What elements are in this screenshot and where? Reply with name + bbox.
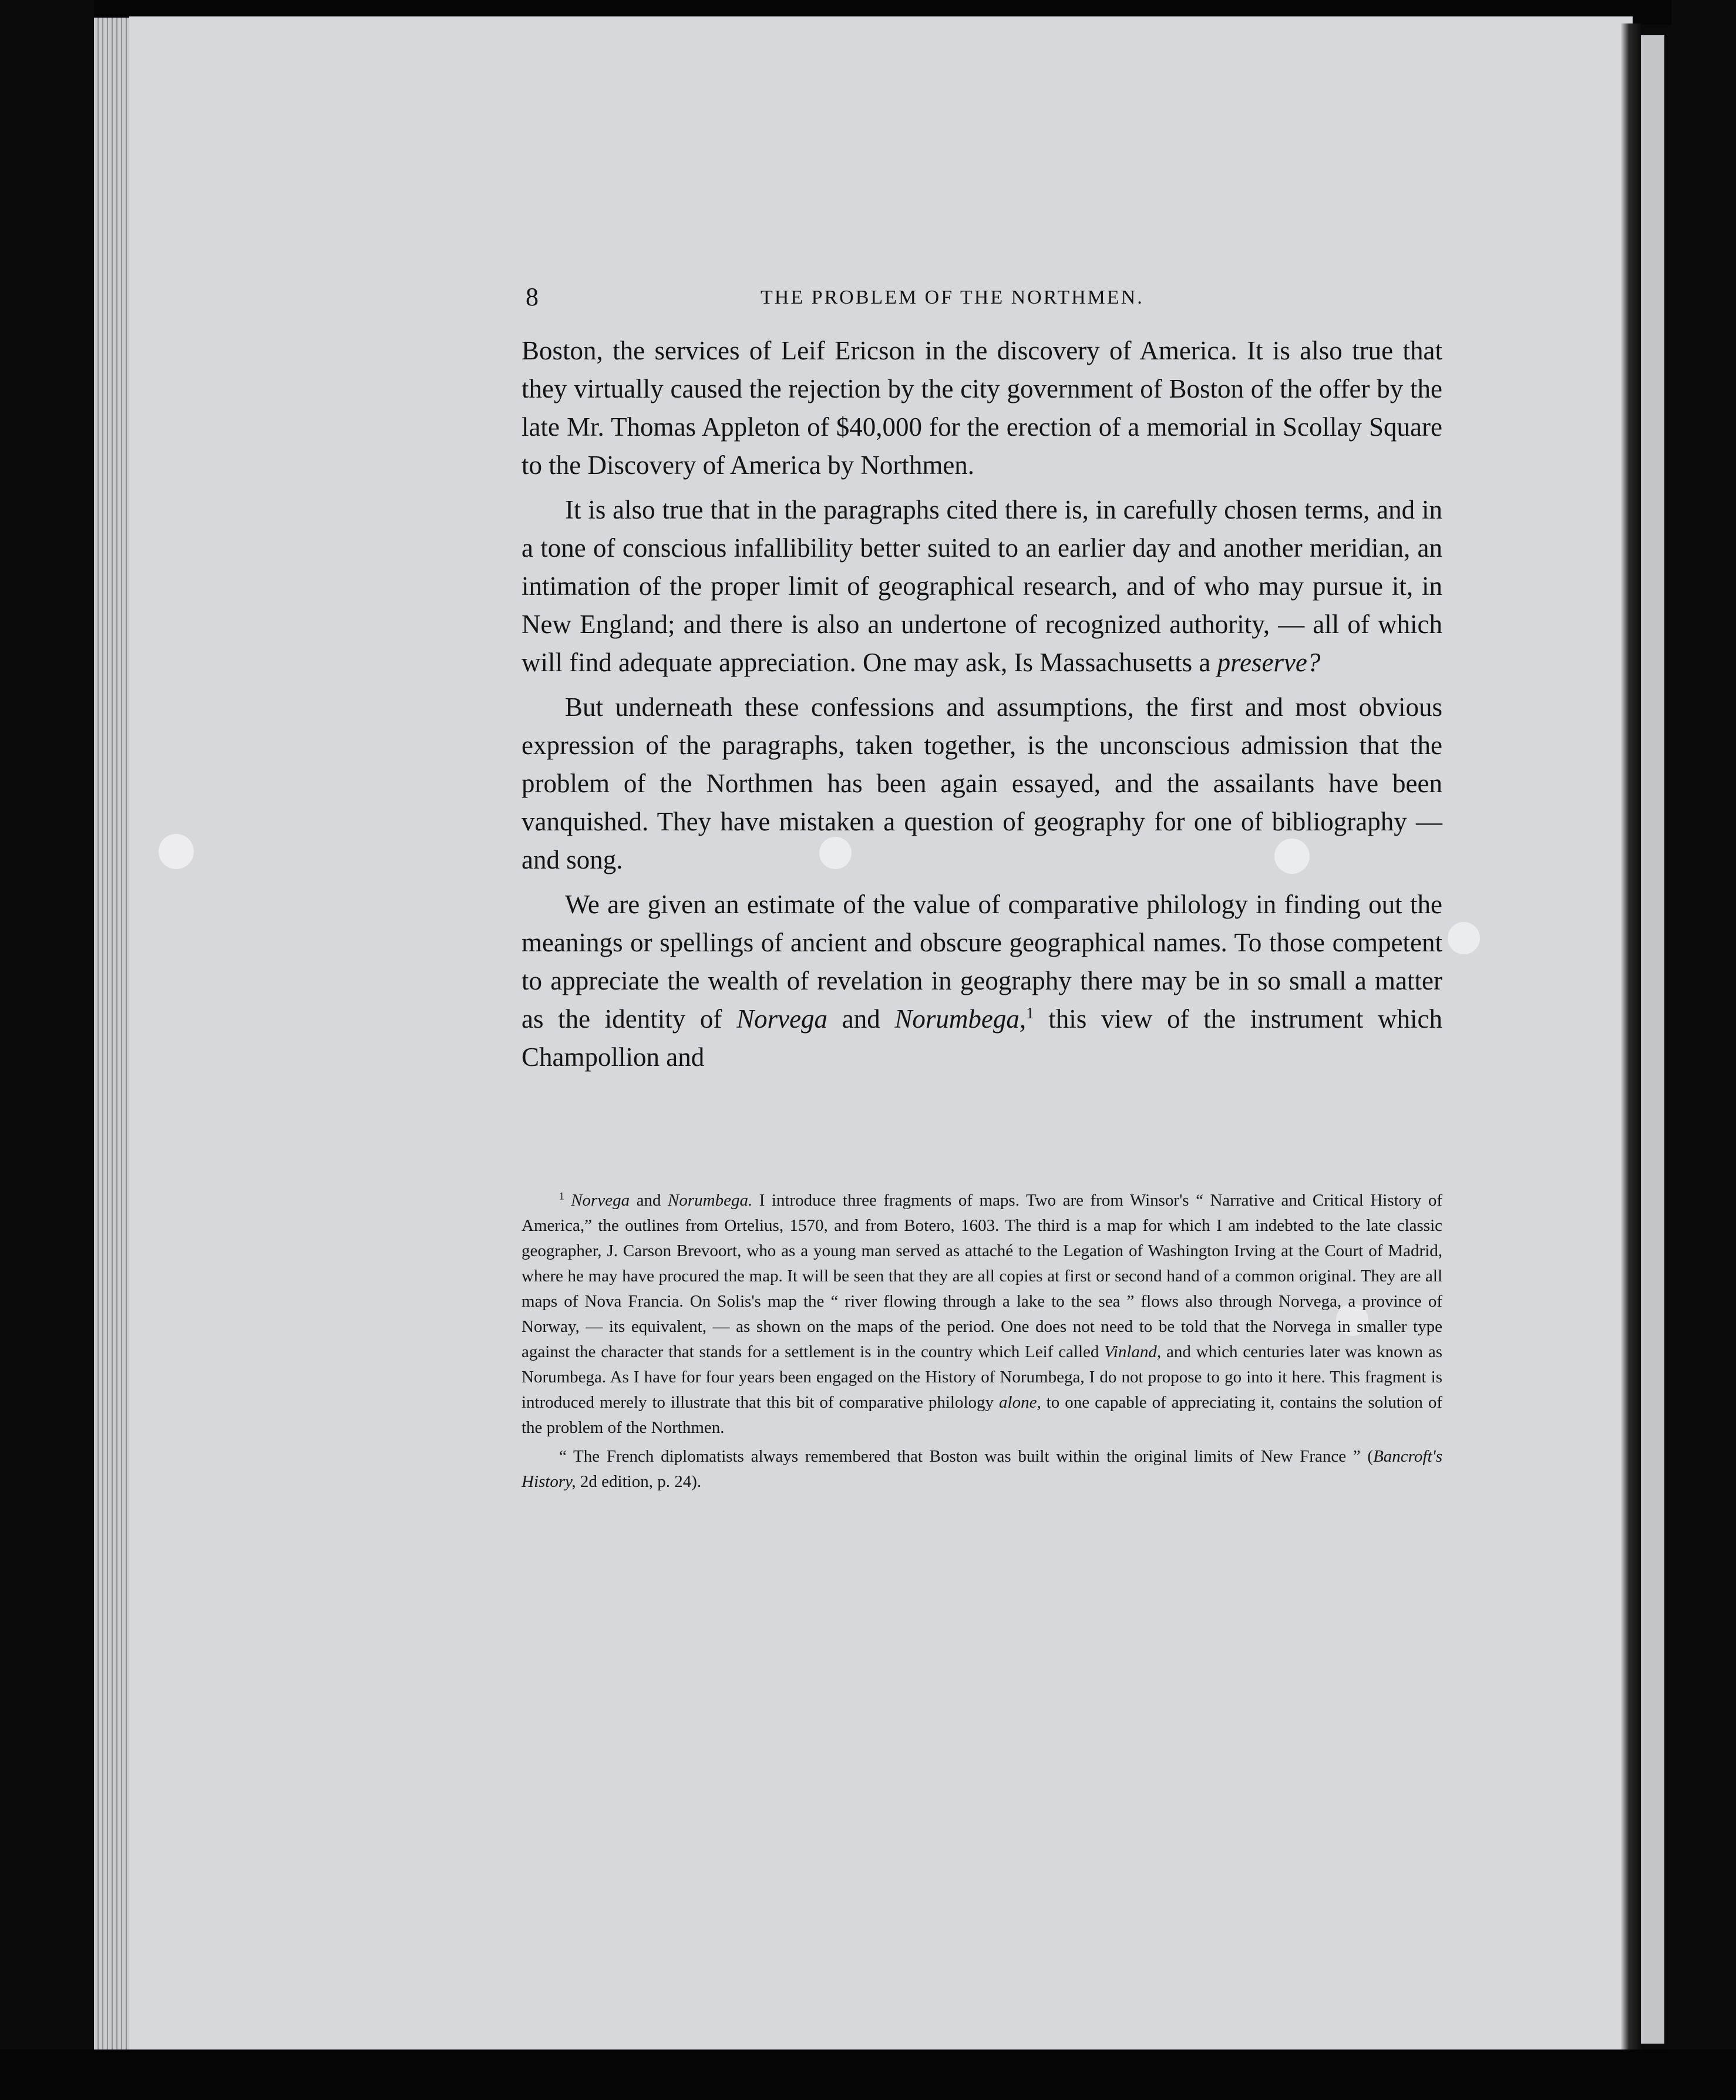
body-text [522, 332, 1442, 1083]
paragraph-2-text: It is also true that in the paragraphs cited there is, in carefully chosen terms, and in a tone of conscious infallibility better suited to an earlier day and another meridian, an intimation of the proper limit of geographical research, and of who may pursue it, in New England; and there is also an undertone of recognized authority, — all of which will find adequate appreciation. One may ask, Is Massachusetts a [522, 495, 1442, 677]
footnote-reference: 1 [1026, 1004, 1034, 1022]
footnote-text: 2d edition, p. 24). [576, 1472, 702, 1491]
footnote-text: and which centuries later was known as Norumbega. As I have for four years been engaged on the History of Norumbega, I do not propose to go into it here. This fragment is introduced merely to illustrate that this bit of comparative philology [522, 1342, 1442, 1412]
paragraph-4-text: and [827, 1004, 895, 1034]
footnote-italic: alone, [999, 1393, 1041, 1412]
page-stack-edges [94, 18, 129, 2055]
paragraph-2 [522, 491, 1442, 682]
footnote-italic: Norvega [571, 1191, 630, 1210]
footnote-italic: Norumbega. [668, 1191, 753, 1210]
scan-speck [159, 834, 194, 869]
scan-right-border [1671, 0, 1736, 2100]
footnote-text: “ The French diplomatists always remembered that Boston was built within the original limits of New France ” ( [559, 1447, 1374, 1466]
footnote-2 [522, 1444, 1442, 1495]
adjacent-page-edge [1641, 35, 1664, 2044]
page-number: 8 [526, 282, 539, 311]
paragraph-2-italic: preserve? [1217, 648, 1321, 677]
footnote-marker: 1 [559, 1190, 564, 1202]
gutter-shadow [1621, 23, 1641, 2049]
scan-speck [1448, 922, 1480, 954]
scan-bottom-border [0, 2049, 1736, 2100]
scan-left-border [0, 0, 94, 2100]
footnote-1 [522, 1188, 1442, 1441]
paragraph-3: But underneath these confessions and assumptions, the first and most obvious expression of the paragraphs, taken together, is the unconscious admission that the problem of the Northmen has been again essayed, and the assailants have been vanquished. They have mistaken a question of geography for one of bibliography — and song. [522, 692, 1442, 874]
paragraph-4-text: We are given an estimate of the value of comparative philology in finding out the meanings or spellings of ancient and obscure geographical names. To those competent to appreciate the wealth of revelation in geography there may be in so small a matter as the identity of [522, 890, 1442, 1034]
footnote-text: to one capable of appreciating it, contains the solution of the problem of the Northmen. [522, 1393, 1443, 1437]
paragraph-4-italic: Norvega [736, 1004, 828, 1034]
footnote-text: and [630, 1191, 668, 1210]
footnote-text: I introduce three fragments of maps. Two are from Winsor's “ Narrative and Critical History of America,” the outlines from Ortelius, 1570, and from Botero, 1603. The third is a map for which I am indebted to the late classic geographer, J. Carson Brevoort, who as a young man served as attaché to the Legation of Washington Irving at the Court of Madrid, where he may have procured the map. It will be seen that they are all copies at first or second hand of a common original. They are all maps of Nova Francia. On Solis's map the “ river flowing through a lake to the sea ” flows also through Norvega, a province of Norway, — its equivalent, — as shown on the maps of the period. One does not need to be told that the Norvega in smaller type against the character that stands for a settlement is in the country which Leif called [522, 1191, 1443, 1361]
paragraph-1: Boston, the services of Leif Ericson in the discovery of America. It is also true that they virtually caused the rejection by the city government of Boston of the offer by the late Mr. Thomas Appleton of $40,000 for the erection of a memorial in Scollay Square to the Discovery of America by Northmen. [522, 336, 1442, 480]
paragraph-4 [522, 886, 1442, 1076]
running-title: THE PROBLEM OF THE NORTHMEN. [761, 287, 1144, 308]
page-header [526, 282, 1442, 323]
paragraph-4-text: this view of the instrument which Champollion and [522, 1004, 1442, 1072]
paragraph-4-italic: Norumbega, [894, 1004, 1027, 1034]
footnote-italic: Bancroft's History, [522, 1447, 1442, 1491]
footnote-italic: Vinland, [1104, 1342, 1162, 1361]
footnotes [522, 1188, 1442, 1498]
